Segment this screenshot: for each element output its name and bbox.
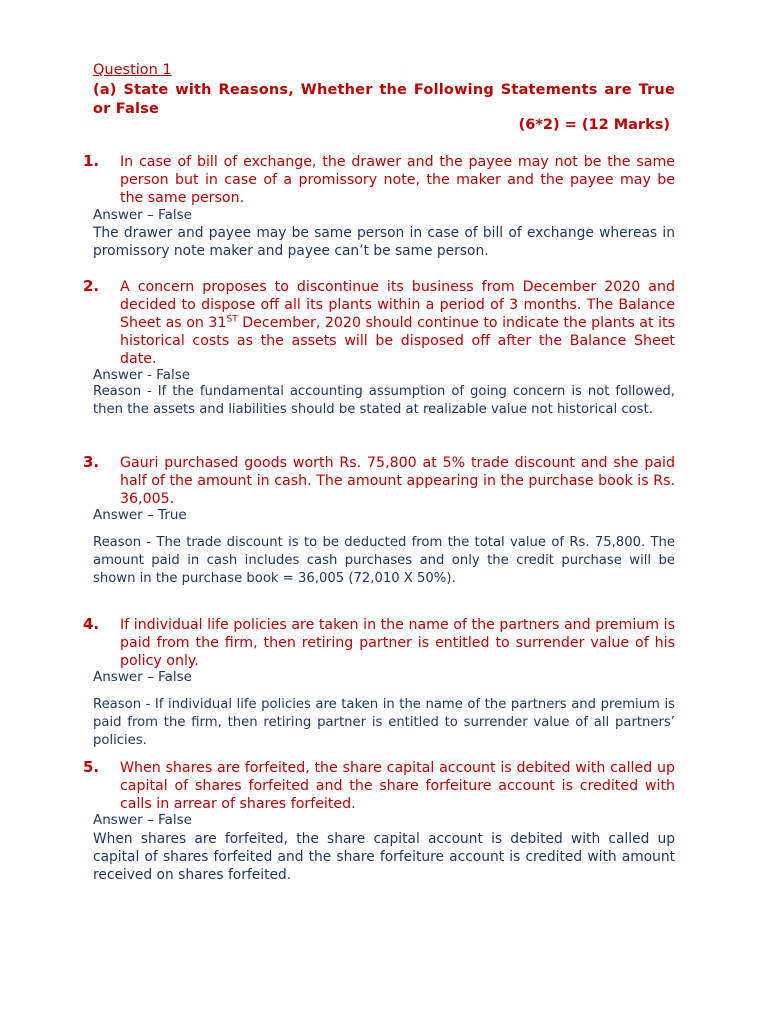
- question-statement-2: [120, 278, 675, 368]
- statement-2-superscript: ST: [226, 314, 238, 325]
- reason-4: Reason - If individual life policies are taken in the name of the partners and premium is paid from the firm, then retiring partner is entitled to surrender value of all partners’ policies.: [93, 697, 675, 748]
- marks-label: (6*2) = (12 Marks): [518, 117, 670, 133]
- question-label: Question 1: [93, 62, 172, 78]
- question-statement-4: If individual life policies are taken in the name of the partners and premium is paid from the firm, then retiring partner is entitled to surrender value of his policy only.: [120, 617, 675, 669]
- statement-2-part1: A concern proposes to discontinue its business from December 2020 and decided to dispose off all its plants within a period of 3 months. The Balance Sheet as on 31: [120, 279, 675, 331]
- reason-1: The drawer and payee may be same person in case of bill of exchange whereas in promissory note maker and payee can’t be same person.: [93, 225, 675, 259]
- question-statement-5: When shares are forfeited, the share capital account is debited with called up capital of shares forfeited and the share forfeiture account is credited with calls in arrear of shares forfeited.: [120, 760, 675, 812]
- question-number-1: 1.: [83, 152, 100, 170]
- answer-5: Answer – False: [93, 812, 192, 828]
- question-statement-1: In case of bill of exchange, the drawer and the payee may not be the same person but in case of a promissory note, the maker and the payee may be the same person.: [120, 154, 675, 206]
- instruction-heading: (a) State with Reasons, Whether the Following Statements are True or False: [93, 82, 675, 117]
- question-number-5: 5.: [83, 758, 100, 776]
- reason-3: Reason - The trade discount is to be deducted from the total value of Rs. 75,800. The amount paid in cash includes cash purchases and only the credit purchase will be shown in the purchase book = 36,005 (72,010 X 50%).: [93, 535, 675, 586]
- answer-3: Answer – True: [93, 507, 187, 523]
- question-number-3: 3.: [83, 453, 100, 471]
- question-number-4: 4.: [83, 615, 100, 633]
- answer-2: Answer - False: [93, 367, 191, 383]
- question-statement-3: Gauri purchased goods worth Rs. 75,800 at 5% trade discount and she paid half of the amount in cash. The amount appearing in the purchase book is Rs. 36,005.: [120, 455, 675, 507]
- question-number-2: 2.: [83, 277, 100, 295]
- answer-4: Answer – False: [93, 669, 192, 685]
- statement-2-part2: December, 2020 should continue to indicate the plants at its historical costs as the assets will be disposed off after the Balance Sheet date.: [120, 315, 675, 367]
- reason-5: When shares are forfeited, the share capital account is debited with called up capital of shares forfeited and the share forfeiture account is credited with amount received on shares forfeited.: [93, 831, 675, 883]
- reason-2: Reason - If the fundamental accounting assumption of going concern is not followed, then the assets and liabilities should be stated at realizable value not historical cost.: [93, 384, 675, 417]
- answer-1: Answer – False: [93, 207, 192, 223]
